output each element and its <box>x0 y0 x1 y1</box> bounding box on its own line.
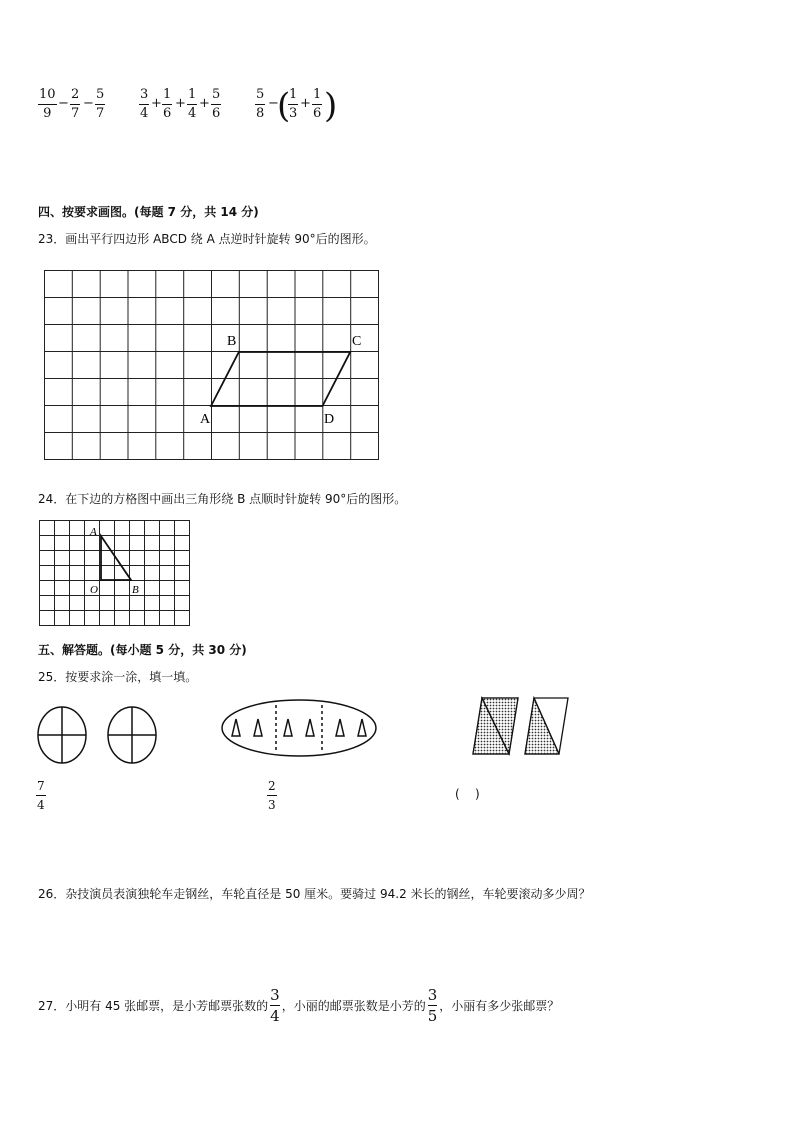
q23-grid-figure[interactable] <box>40 265 390 465</box>
label-a: A <box>90 526 97 538</box>
fraction: 1 6 <box>163 87 172 121</box>
label-c: C <box>352 334 362 349</box>
q23-text: 23．画出平行四边形 ABCD 绕 A 点逆时针旋转 90°后的图形。 <box>38 232 376 246</box>
q24-grid <box>40 521 190 626</box>
q24-grid-figure[interactable] <box>38 518 198 633</box>
fraction: 2 7 <box>71 87 80 121</box>
label-a: A <box>200 412 211 427</box>
operator: + <box>175 96 186 111</box>
q27-part1: 27．小明有 45 张邮票，是小芳邮票张数的 <box>38 998 269 1013</box>
triangle-aob <box>101 536 131 580</box>
q27-text <box>38 985 559 1025</box>
label-d: D <box>324 412 335 427</box>
q27-fraction-2: 3 5 <box>427 985 438 1025</box>
parallelogram-1 <box>473 698 518 754</box>
q25-fraction-1: 7 4 <box>37 779 45 812</box>
fraction: 1 4 <box>188 87 197 121</box>
q27-part2: ，小丽的邮票张数是小芳的 <box>281 998 426 1013</box>
fraction: 1 3 <box>289 87 298 121</box>
q25-text: 25．按要求涂一涂，填一填。 <box>38 670 198 684</box>
operator: − <box>268 96 279 111</box>
fraction: 5 7 <box>96 87 105 121</box>
fraction: 10 9 <box>39 87 56 121</box>
q25-figures[interactable] <box>30 695 590 775</box>
q27-fraction-1: 3 4 <box>270 985 280 1025</box>
q25-answer-blank[interactable]: ( ) <box>455 787 480 801</box>
q26-text: 26．杂技演员表演独轮车走钢丝，车轮直径是 50 厘米。要骑过 94.2 米长的钢丝，车轮要滚动多少周？ <box>38 887 591 901</box>
fraction: 5 8 <box>256 87 265 121</box>
label-o: O <box>90 584 98 596</box>
q27-part3: ，小丽有多少张邮票？ <box>439 998 560 1013</box>
fraction: 1 6 <box>313 87 322 121</box>
oval-triangles <box>222 700 376 756</box>
section4-heading: 四、按要求画图。(每题 7 分，共 14 分) <box>38 205 259 219</box>
right-paren: ) <box>324 86 338 126</box>
operator: + <box>300 96 311 111</box>
fraction: 5 6 <box>212 87 221 121</box>
circle-2 <box>108 707 156 763</box>
q25-fraction-2: 2 3 <box>268 779 276 812</box>
operator: − <box>58 96 69 111</box>
operator: + <box>199 96 210 111</box>
label-b: B <box>227 334 237 349</box>
fraction: 3 4 <box>140 87 149 121</box>
q23-grid <box>45 271 379 460</box>
circle-1 <box>38 707 86 763</box>
label-b: B <box>132 584 139 596</box>
section5-heading: 五、解答题。(每小题 5 分，共 30 分) <box>38 643 247 657</box>
left-paren: ( <box>277 86 291 126</box>
parallelogram-2 <box>525 698 568 754</box>
operator: − <box>83 96 94 111</box>
operator: + <box>151 96 162 111</box>
q24-text: 24．在下边的方格图中画出三角形绕 B 点顺时针旋转 90°后的图形。 <box>38 492 407 506</box>
